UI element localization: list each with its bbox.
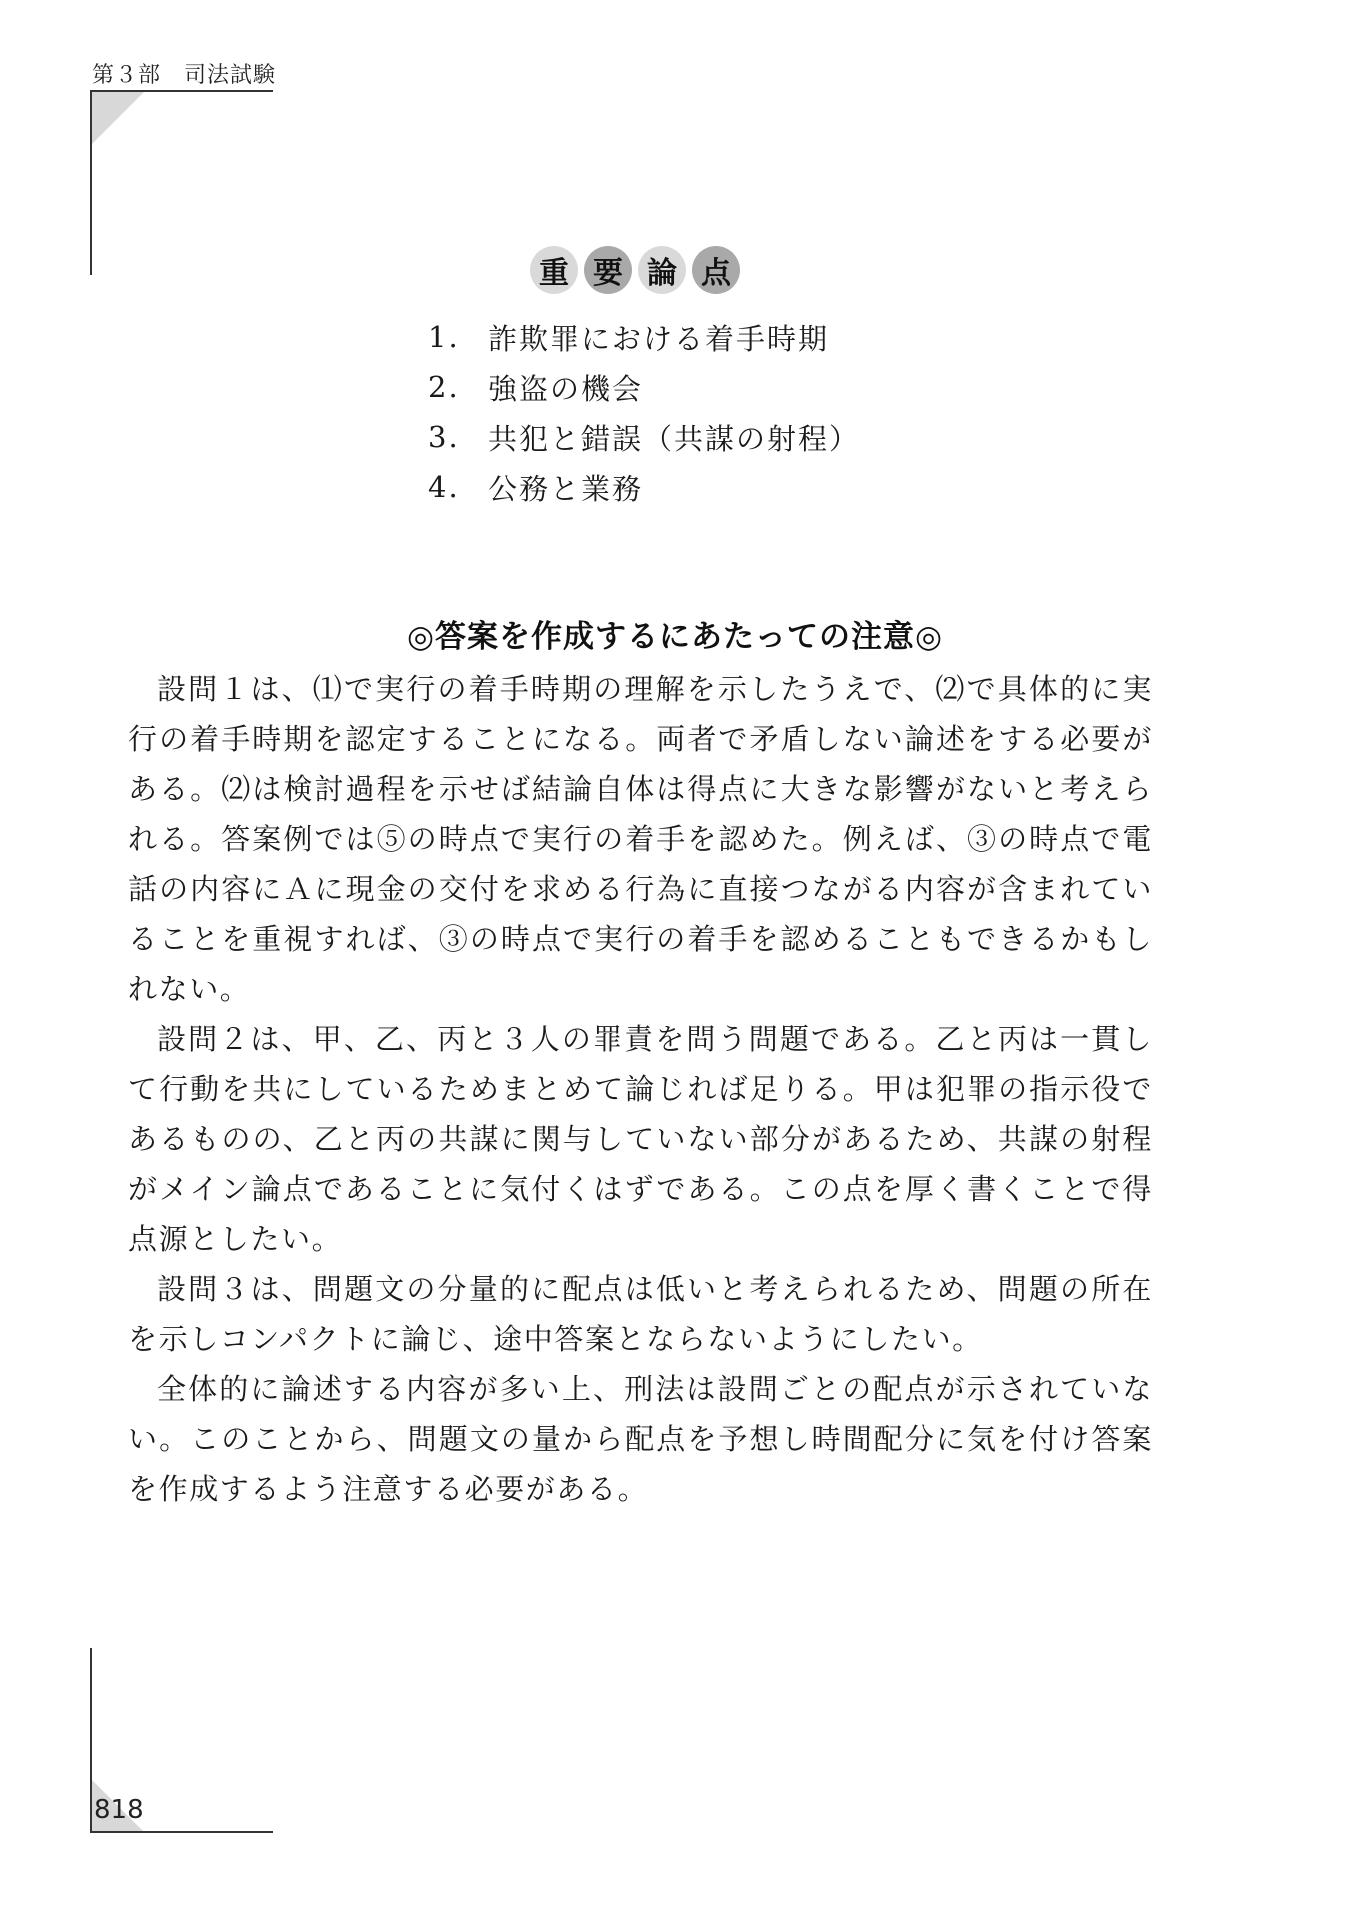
- corner-triangle-top: [92, 92, 144, 144]
- key-points-heading: [530, 246, 740, 294]
- key-point-number: 4.: [428, 470, 460, 504]
- key-point-number: 1.: [428, 320, 460, 354]
- heading-char-1: 重: [530, 246, 578, 294]
- running-head: 第３部 司法試験: [92, 63, 277, 88]
- notes-paragraph-3: 設問３は、問題文の分量的に配点は低いと考えられるため、問題の所在を示しコンパクトに論じ、途中答案とならないようにしたい。: [128, 1272, 1153, 1356]
- footer-rule: [90, 1831, 273, 1833]
- key-points-list: [428, 312, 860, 512]
- notes-paragraph-1: 設問１は、⑴で実行の着手時期の理解を示したうえで、⑵で具体的に実行の着手時期を認定することになる。両者で矛盾しない論述をする必要がある。⑵は検討過程を示せば結論自体は得点に大きな影響がないと考えられる。答案例では⑤の時点で実行の着手を認めた。例えば、③の時点で電話の内容にＡに現金の交付を求める行為に直接つながる内容が含まれていることを重視すれば、③の時点で実行の着手を認めることもできるかもしれない。: [128, 672, 1153, 1006]
- notes-body: [128, 664, 1153, 1514]
- key-point-item: [428, 362, 860, 412]
- key-point-item: [428, 462, 860, 512]
- key-point-text: 強盗の機会: [488, 371, 644, 406]
- notes-paragraph-4: 全体的に論述する内容が多い上、刑法は設問ごとの配点が示されていない。このことから、問題文の量から配点を予想し時間配分に気を付け答案を作成するよう注意する必要がある。: [128, 1372, 1153, 1506]
- notes-paragraph-2: 設問２は、甲、乙、丙と３人の罪責を問う問題である。乙と丙は一貫して行動を共にしているためまとめて論じれば足りる。甲は犯罪の指示役であるものの、乙と丙の共謀に関与していない部分があるため、共謀の射程がメイン論点であることに気付くはずである。この点を厚く書くことで得点源としたい。: [128, 1022, 1153, 1256]
- key-point-item: [428, 312, 860, 362]
- key-point-text: 公務と業務: [488, 471, 644, 506]
- key-point-number: 3.: [428, 420, 460, 454]
- page-number: 818: [94, 1795, 144, 1825]
- heading-char-3: 論: [638, 246, 686, 294]
- key-point-item: [428, 412, 860, 462]
- key-point-number: 2.: [428, 370, 460, 404]
- heading-char-4: 点: [692, 246, 740, 294]
- key-point-text: 共犯と錯誤（共謀の射程）: [488, 421, 861, 456]
- key-point-text: 詐欺罪における着手時期: [488, 321, 830, 356]
- notes-title: ◎答案を作成するにあたっての注意◎: [406, 619, 944, 655]
- heading-char-2: 要: [584, 246, 632, 294]
